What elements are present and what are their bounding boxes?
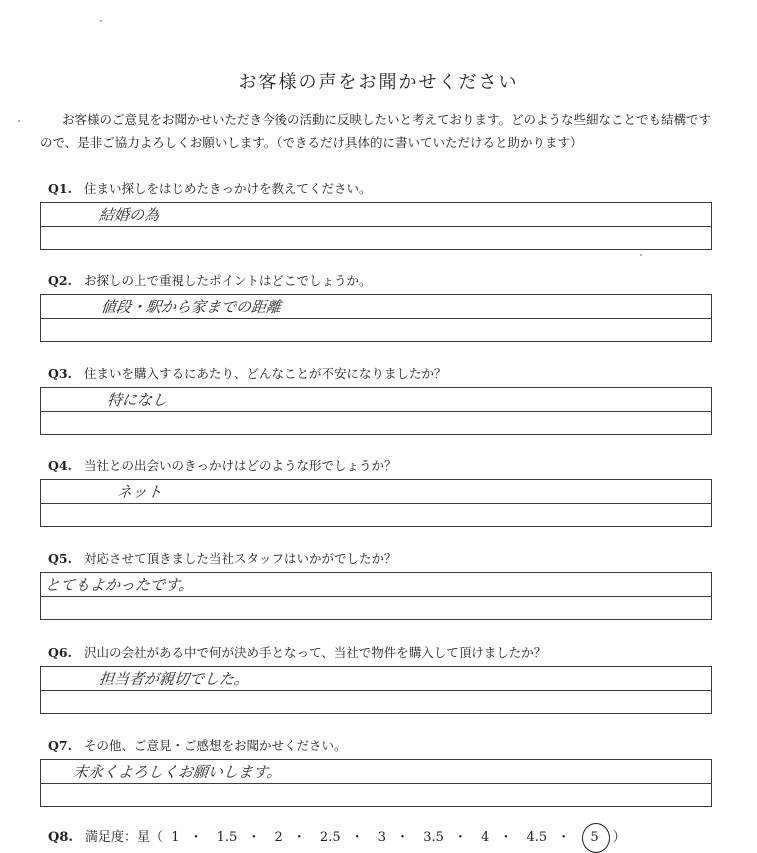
scan-speck xyxy=(100,20,102,22)
question-block-2 xyxy=(48,272,718,342)
question-block-1 xyxy=(48,180,718,250)
handwritten-answer: ネット xyxy=(116,483,163,501)
question-label xyxy=(48,365,718,383)
question-number: Q2. xyxy=(48,273,72,288)
question-text: 住まいを購入するにあたり、どんなことが不安になりましたか？ xyxy=(83,366,447,381)
intro-text: お客様のご意見をお聞かせいただき今後の活動に反映したいと考えております。どのような些細なことでも結構ですので、是非ご協力よろしくお願いします。（できるだけ具体的に書いていただけると助かります） xyxy=(40,112,712,150)
answer-rule xyxy=(41,690,711,691)
scan-speck xyxy=(640,254,642,256)
question-block-4 xyxy=(48,457,718,527)
question-text: お探しの上で重視したポイントはどこでしょうか。 xyxy=(83,273,372,288)
page-title: お客様の声をお聞かせください xyxy=(238,72,519,93)
question-label xyxy=(48,550,718,568)
question-text: その他、ご意見・ご感想をお聞かせください。 xyxy=(83,738,347,753)
question-text: 対応させて頂きました当社スタッフはいかがでしたか？ xyxy=(83,551,397,566)
question-label xyxy=(48,644,718,662)
rating-option[interactable]: 1.5 xyxy=(216,830,238,845)
rating-option[interactable]: 3 xyxy=(377,830,387,845)
handwritten-answer: 担当者が親切でした。 xyxy=(98,670,250,688)
handwritten-answer: 特になし xyxy=(106,391,168,409)
question-number: Q5. xyxy=(48,551,72,566)
rating-option[interactable]: 4 xyxy=(481,830,490,845)
question-block-5 xyxy=(44,550,718,620)
question-text: 沢山の会社がある中で何が決め手となって、当社で物件を購入して頂けましたか？ xyxy=(83,645,547,660)
question-number: Q1. xyxy=(48,181,72,196)
question-number: Q8. xyxy=(48,830,73,845)
handwritten-answer: 末永くよろしくお願いします。 xyxy=(72,763,283,781)
answer-rule xyxy=(41,411,711,412)
answer-rule xyxy=(41,596,711,597)
rating-option[interactable]: 2 xyxy=(274,830,283,845)
question-block-7 xyxy=(48,737,718,807)
rating-label: 満足度：星（ xyxy=(85,830,164,845)
handwritten-answer: 値段・駅から家までの距離 xyxy=(100,298,282,316)
answer-box[interactable] xyxy=(40,666,712,714)
question-block-3 xyxy=(48,365,718,435)
answer-rule xyxy=(41,783,711,784)
answer-rule xyxy=(41,318,711,319)
answer-rule xyxy=(41,503,711,504)
scan-speck xyxy=(18,120,20,122)
question-label xyxy=(48,180,718,198)
answer-box[interactable] xyxy=(40,479,712,527)
question-label xyxy=(48,272,718,290)
rating-option[interactable]: 3.5 xyxy=(423,830,444,845)
question-label xyxy=(48,457,718,475)
question-text: 当社との出会いのきっかけはどのような形でしょうか？ xyxy=(83,458,397,473)
answer-box[interactable] xyxy=(40,387,712,435)
question-number: Q3. xyxy=(48,366,72,381)
rating-option[interactable]: 4.5 xyxy=(526,830,548,845)
question-label xyxy=(48,737,718,755)
question-number: Q7. xyxy=(48,738,72,753)
rating-option[interactable]: 1 xyxy=(171,830,180,845)
rating-close: ） xyxy=(612,830,626,845)
question-number: Q4. xyxy=(48,458,72,473)
handwritten-answer: 結婚の為 xyxy=(98,206,160,224)
question-number: Q6. xyxy=(48,645,72,660)
answer-box[interactable] xyxy=(40,202,712,250)
answer-rule xyxy=(41,226,711,227)
rating-option-selected[interactable]: 5 xyxy=(584,828,604,848)
rating-option[interactable]: 2.5 xyxy=(319,830,341,845)
handwritten-answer: とてもよかったです。 xyxy=(44,576,195,594)
question-text: 住まい探しをはじめたきっかけを教えてください。 xyxy=(83,181,372,196)
answer-box[interactable] xyxy=(40,294,712,342)
satisfaction-rating: Q8. 満足度：星（ 1 ・ 1.5 ・ 2 ・ 2.5 ・ 3 ・ 3.5 ・ 4 ・ 4.5 ・ 5 ） xyxy=(48,828,626,848)
answer-box[interactable] xyxy=(40,759,712,807)
question-block-6 xyxy=(48,644,718,714)
answer-box[interactable] xyxy=(40,572,712,620)
